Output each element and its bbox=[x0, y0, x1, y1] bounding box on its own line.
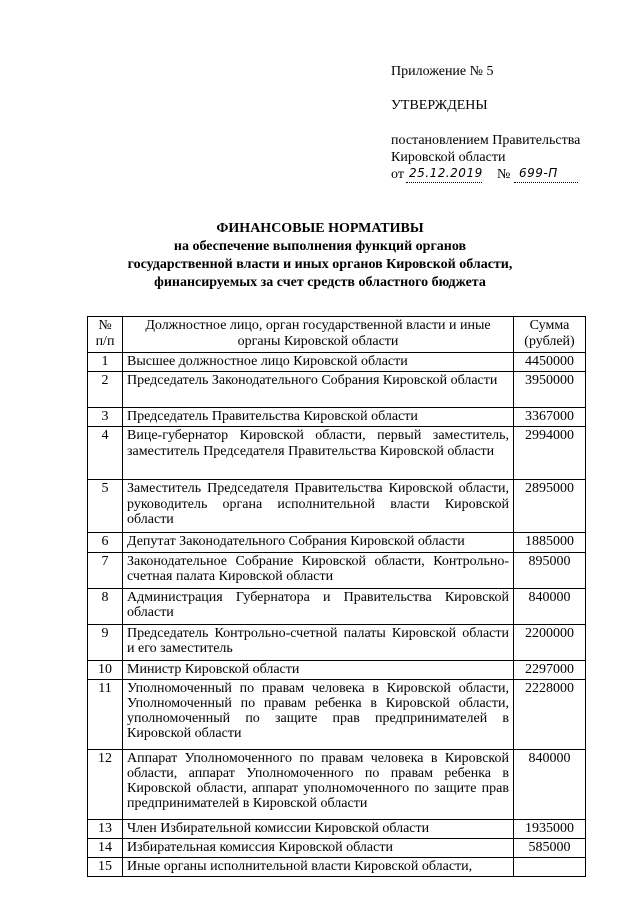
row-name: Министр Кировской области bbox=[123, 660, 514, 679]
row-sum bbox=[514, 858, 586, 877]
column-header-num: № п/п bbox=[88, 317, 123, 353]
row-sum: 1935000 bbox=[514, 819, 586, 838]
row-name: Председатель Контрольно-счетной палаты Кировской области и его заместитель bbox=[123, 624, 514, 660]
table-row bbox=[88, 533, 586, 552]
row-sum: 585000 bbox=[514, 839, 586, 858]
row-sum: 4450000 bbox=[514, 353, 586, 372]
approved-by-line2: Кировской области bbox=[391, 150, 506, 165]
table-row bbox=[88, 372, 586, 408]
date-underline bbox=[406, 182, 482, 183]
approval-date-prefix: от bbox=[391, 167, 404, 182]
row-sum: 2994000 bbox=[514, 427, 586, 480]
row-num: 15 bbox=[88, 858, 123, 877]
row-name: Избирательная комиссия Кировской области bbox=[123, 839, 514, 858]
appendix-label: Приложение № 5 bbox=[391, 64, 494, 79]
approval-number-prefix: № bbox=[497, 167, 511, 182]
row-name: Администрация Губернатора и Правительства Кировской области bbox=[123, 588, 514, 624]
table-row bbox=[88, 427, 586, 480]
table-row bbox=[88, 552, 586, 588]
row-name: Вице-губернатор Кировской области, первый заместитель, заместитель Председателя Правительства Кировской области bbox=[123, 427, 514, 480]
row-sum: 895000 bbox=[514, 552, 586, 588]
row-sum: 2228000 bbox=[514, 679, 586, 749]
document-subtitle-line1: на обеспечение выполнения функций органов bbox=[173, 239, 467, 254]
row-num: 2 bbox=[88, 372, 123, 408]
row-sum: 840000 bbox=[514, 749, 586, 819]
row-name: Член Избирательной комиссии Кировской области bbox=[123, 819, 514, 838]
document-subtitle-line2: государственной власти и иных органов Кировской области, bbox=[127, 257, 513, 272]
row-name: Депутат Законодательного Собрания Кировской области bbox=[123, 533, 514, 552]
row-num: 13 bbox=[88, 819, 123, 838]
row-num: 11 bbox=[88, 679, 123, 749]
table-row bbox=[88, 408, 586, 427]
row-name: Заместитель Председателя Правительства Кировской области, руководитель органа исполнительной власти Кировской области bbox=[123, 480, 514, 533]
row-num: 14 bbox=[88, 839, 123, 858]
row-sum: 3950000 bbox=[514, 372, 586, 408]
approval-date-handwritten: 25.12.2019 bbox=[409, 166, 483, 180]
table-row bbox=[88, 749, 586, 819]
row-num: 3 bbox=[88, 408, 123, 427]
row-num: 9 bbox=[88, 624, 123, 660]
table-row bbox=[88, 858, 586, 877]
row-name: Высшее должностное лицо Кировской области bbox=[123, 353, 514, 372]
row-sum: 3367000 bbox=[514, 408, 586, 427]
table-row bbox=[88, 353, 586, 372]
column-header-sum: Сумма (рублей) bbox=[514, 317, 586, 353]
table-row bbox=[88, 480, 586, 533]
table-row bbox=[88, 819, 586, 838]
row-sum: 2200000 bbox=[514, 624, 586, 660]
row-name: Аппарат Уполномоченного по правам человека в Кировской области, аппарат Уполномоченного по правам ребенка в Кировской области, аппарат уполномоченного по защите прав предпринимателей в Кировской области bbox=[123, 749, 514, 819]
row-sum: 2297000 bbox=[514, 660, 586, 679]
table-header-row bbox=[88, 317, 586, 353]
table-row bbox=[88, 588, 586, 624]
row-num: 5 bbox=[88, 480, 123, 533]
row-sum: 1885000 bbox=[514, 533, 586, 552]
row-num: 1 bbox=[88, 353, 123, 372]
document-subtitle-line3: финансируемых за счет средств областного бюджета bbox=[154, 275, 486, 290]
row-num: 8 bbox=[88, 588, 123, 624]
row-num: 7 bbox=[88, 552, 123, 588]
row-num: 12 bbox=[88, 749, 123, 819]
table-row bbox=[88, 839, 586, 858]
row-name: Иные органы исполнительной власти Кировской области, bbox=[123, 858, 514, 877]
column-header-name: Должностное лицо, орган государственной власти и иные органы Кировской области bbox=[123, 317, 514, 353]
table-row bbox=[88, 679, 586, 749]
approved-by-line1: постановлением Правительства bbox=[391, 133, 581, 148]
row-num: 4 bbox=[88, 427, 123, 480]
row-num: 6 bbox=[88, 533, 123, 552]
number-underline bbox=[514, 182, 578, 183]
row-name: Председатель Правительства Кировской области bbox=[123, 408, 514, 427]
row-name: Законодательное Собрание Кировской области, Контрольно-счетная палата Кировской области bbox=[123, 552, 514, 588]
financial-norms-table bbox=[87, 316, 586, 877]
table-row bbox=[88, 660, 586, 679]
row-name: Председатель Законодательного Собрания Кировской области bbox=[123, 372, 514, 408]
row-sum: 2895000 bbox=[514, 480, 586, 533]
row-sum: 840000 bbox=[514, 588, 586, 624]
approval-number-handwritten: 699-П bbox=[519, 166, 558, 180]
row-num: 10 bbox=[88, 660, 123, 679]
approved-label: УТВЕРЖДЕНЫ bbox=[391, 98, 488, 113]
row-name: Уполномоченный по правам человека в Кировской области, Уполномоченный по правам ребенка в Кировской области, уполномоченный по защите прав предпринимателей в Кировской области bbox=[123, 679, 514, 749]
document-title: ФИНАНСОВЫЕ НОРМАТИВЫ bbox=[216, 221, 424, 236]
table-row bbox=[88, 624, 586, 660]
